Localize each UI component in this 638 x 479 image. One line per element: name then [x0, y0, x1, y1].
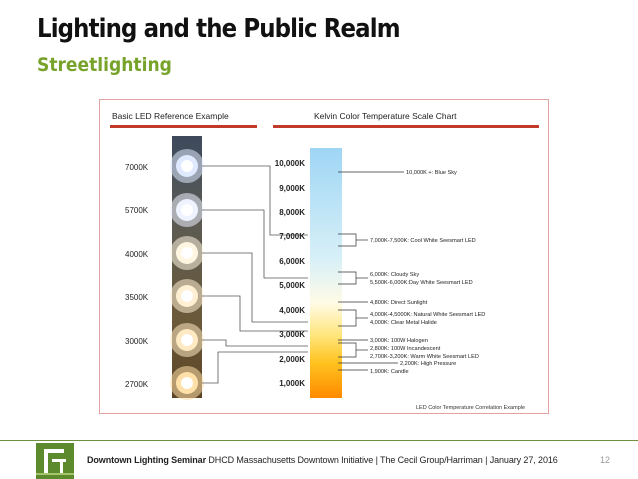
kelvin-scale-bar — [310, 148, 342, 398]
bulb-label-5700k: 5700K — [125, 206, 149, 215]
footer-text — [87, 455, 558, 465]
left-header-rule — [110, 125, 257, 128]
tick-9000k: 9,000K — [279, 184, 305, 193]
connector-5700k — [202, 210, 308, 278]
tick-2000k: 2,000K — [279, 355, 305, 364]
tick-3000k: 3,000K — [279, 330, 305, 339]
connector-7000k — [202, 166, 308, 235]
bulb-label-3000k: 3000K — [125, 337, 149, 346]
annotation-cloudy-sky: 6,000K: Cloudy Sky — [370, 272, 420, 278]
footer-divider — [0, 440, 638, 441]
tick-1000k: 1,000K — [279, 379, 305, 388]
annotation-halogen: 3,000K: 100W Halogen — [370, 338, 428, 344]
figure-caption: LED Color Temperature Correlation Example — [416, 405, 526, 411]
led-bulb-core — [181, 290, 193, 302]
annotation-day-white: 5,500K-6,000K:Day White Seesmart LED — [370, 280, 473, 286]
annotation-blue-sky: 10,000K +: Blue Sky — [406, 170, 457, 176]
tick-8000k: 8,000K — [279, 208, 305, 217]
bulb-label-2700k: 2700K — [125, 380, 149, 389]
annotation-candle: 1,900K: Candle — [370, 369, 409, 375]
bulb-connectors — [202, 166, 308, 383]
annotation-direct-sunlight: 4,800K: Direct Sunlight — [370, 300, 428, 306]
annotation-cool-white: 7,000K-7,500K: Cool White Seesmart LED — [370, 238, 476, 244]
led-bulb-core — [181, 377, 193, 389]
connector-3000k — [202, 340, 308, 346]
tick-7000k: 7,000K — [279, 232, 305, 241]
annotation-natural-white: 4,000K-4,5000K: Natural White Seesmart LED — [370, 312, 486, 318]
kelvin-figure — [99, 99, 549, 414]
tick-10000k: 10,000K — [274, 159, 305, 168]
led-bulb-core — [181, 247, 193, 259]
led-bulb-core — [181, 160, 193, 172]
led-bulb-core — [181, 204, 193, 216]
cecil-group-logo — [36, 443, 74, 479]
tick-5000k: 5,000K — [279, 281, 305, 290]
tick-6000k: 6,000K — [279, 257, 305, 266]
left-header: Basic LED Reference Example — [112, 111, 229, 121]
tick-4000k: 4,000K — [279, 306, 305, 315]
bulb-label-4000k: 4000K — [125, 250, 149, 259]
kelvin-chart-svg — [100, 100, 550, 415]
bulb-label-7000k: 7000K — [125, 163, 149, 172]
annotation-metal-halide: 4,000K: Clear Metal Halide — [370, 320, 437, 326]
footer-details: DHCD Massachusetts Downtown Initiative | The Cecil Group/Harriman | January 27, 2016 — [208, 455, 558, 465]
slide-title: Lighting and the Public Realm — [37, 14, 400, 44]
annotation-high-pressure: 2,200K: High Pressure — [400, 361, 457, 367]
led-bulb-core — [181, 334, 193, 346]
page-number: 12 — [600, 455, 611, 465]
right-header-rule — [273, 125, 539, 128]
annotation-incandescent: 2,800K: 100W Incandescent — [370, 346, 441, 352]
slide-subtitle: Streetlighting — [37, 54, 172, 76]
annotation-warm-white: 2,700K-3,200K: Warm White Seesmart LED — [370, 354, 479, 360]
bulb-label-3500k: 3500K — [125, 293, 149, 302]
right-header: Kelvin Color Temperature Scale Chart — [314, 111, 457, 121]
footer-seminar-name: Downtown Lighting Seminar — [87, 455, 206, 465]
